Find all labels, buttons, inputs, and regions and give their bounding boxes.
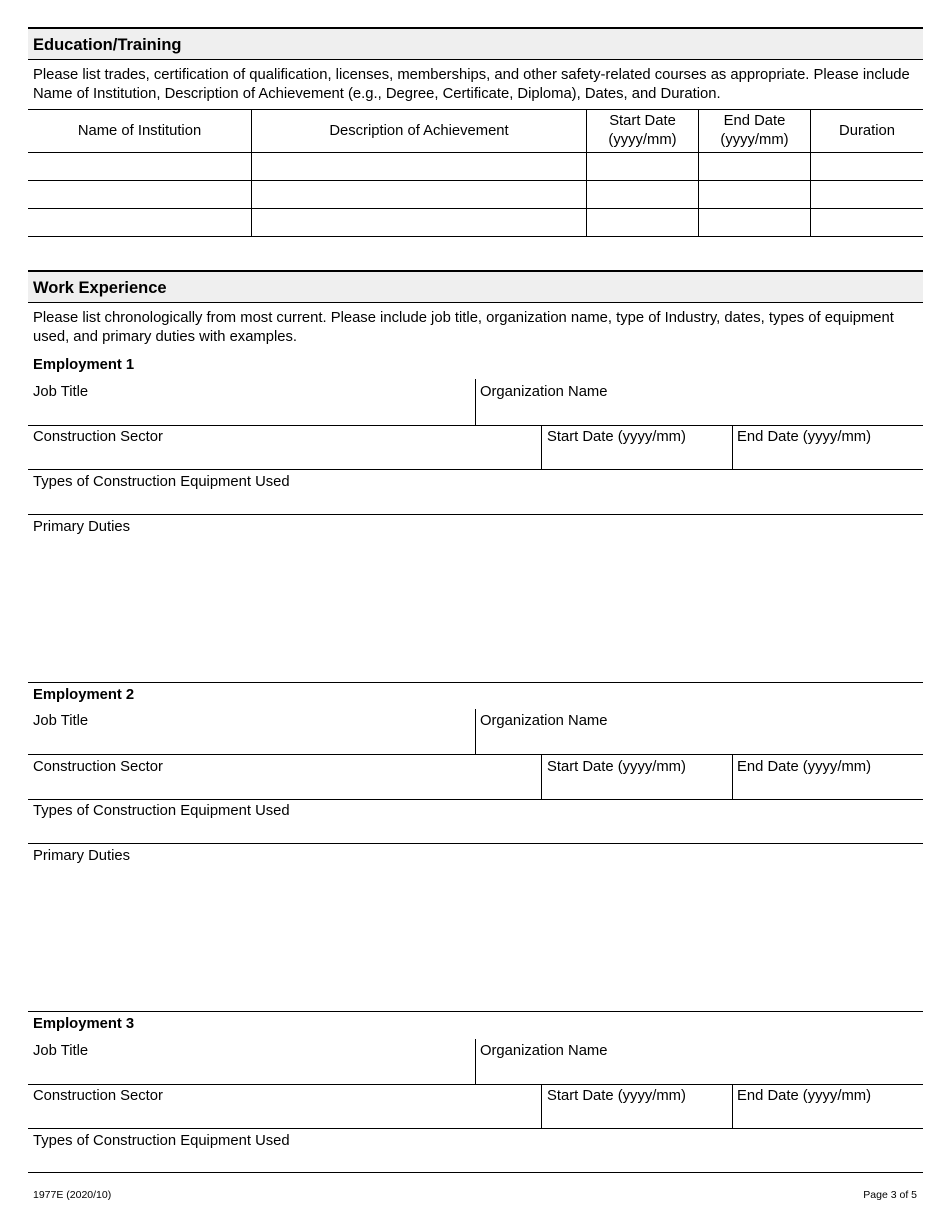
work-instructions: Please list chronologically from most current. Please include job title, organization name, type of Industry, dates, types of equipment used, and primary duties with examples. xyxy=(28,302,923,350)
end-date-label: End Date (yyyy/mm) xyxy=(737,1088,872,1104)
edu-institution-cell[interactable] xyxy=(28,181,251,208)
start-date-field[interactable] xyxy=(542,1085,732,1128)
edu-table-bottom-border xyxy=(28,236,923,237)
primary-duties-field[interactable] xyxy=(28,844,923,1011)
row-border xyxy=(28,1172,923,1173)
end-date-field[interactable] xyxy=(733,1085,923,1128)
equipment-used-label: Types of Construction Equipment Used xyxy=(33,474,290,490)
construction-sector-field[interactable] xyxy=(28,755,540,799)
primary-duties-field[interactable] xyxy=(28,515,923,682)
construction-sector-label: Construction Sector xyxy=(33,429,163,445)
job-title-label: Job Title xyxy=(33,384,89,400)
equipment-used-field[interactable] xyxy=(28,470,923,514)
edu-institution-cell[interactable] xyxy=(28,153,251,180)
organization-name-label: Organization Name xyxy=(480,1043,608,1059)
job-title-label: Job Title xyxy=(33,713,89,729)
employment-1-title: Employment 1 xyxy=(33,357,135,373)
end-date-label: End Date (yyyy/mm) xyxy=(737,429,872,445)
construction-sector-field[interactable] xyxy=(28,426,540,469)
form-number: 1977E (2020/10) xyxy=(33,1189,112,1201)
equipment-used-field[interactable] xyxy=(28,800,923,843)
work-section-title: Work Experience xyxy=(33,279,167,297)
edu-start-date-cell[interactable] xyxy=(587,153,698,180)
page-number: Page 3 of 5 xyxy=(863,1189,917,1201)
construction-sector-label: Construction Sector xyxy=(33,1088,163,1104)
employment-3-title: Employment 3 xyxy=(33,1016,135,1032)
col-header-institution: Name of Institution xyxy=(77,122,202,139)
education-section-header xyxy=(28,27,923,59)
start-date-label: Start Date (yyyy/mm) xyxy=(547,429,686,445)
start-date-field[interactable] xyxy=(542,426,732,469)
edu-achievement-cell[interactable] xyxy=(252,181,586,208)
work-section-header xyxy=(28,270,923,302)
edu-achievement-cell[interactable] xyxy=(252,209,586,236)
col-header-duration: Duration xyxy=(839,122,895,139)
organization-name-field[interactable] xyxy=(476,1039,923,1084)
organization-name-label: Organization Name xyxy=(480,713,608,729)
col-header-start-date: Start Date (yyyy/mm) xyxy=(608,113,677,148)
edu-end-date-cell[interactable] xyxy=(699,181,810,208)
job-title-field[interactable] xyxy=(28,709,474,754)
start-date-label: Start Date (yyyy/mm) xyxy=(547,1088,686,1104)
education-section-title: Education/Training xyxy=(33,36,182,54)
edu-end-date-cell[interactable] xyxy=(699,209,810,236)
edu-duration-cell[interactable] xyxy=(811,153,923,180)
construction-sector-label: Construction Sector xyxy=(33,759,163,775)
edu-start-date-cell[interactable] xyxy=(587,209,698,236)
edu-duration-cell[interactable] xyxy=(811,209,923,236)
col-header-achievement: Description of Achievement xyxy=(329,122,509,139)
row-border xyxy=(28,1011,923,1012)
end-date-field[interactable] xyxy=(733,426,923,469)
construction-sector-field[interactable] xyxy=(28,1085,540,1128)
edu-achievement-cell[interactable] xyxy=(252,153,586,180)
equipment-used-label: Types of Construction Equipment Used xyxy=(33,1133,290,1149)
education-instructions: Please list trades, certification of qualification, licenses, memberships, and other safety-related courses as appropriate. Please include Name of Institution, Description of Achievement (e.g., Degree, Certificate, Diploma), Dates, and Duration. xyxy=(28,59,923,110)
organization-name-label: Organization Name xyxy=(480,384,608,400)
edu-end-date-cell[interactable] xyxy=(699,153,810,180)
edu-start-date-cell[interactable] xyxy=(587,181,698,208)
start-date-label: Start Date (yyyy/mm) xyxy=(547,759,686,775)
start-date-field[interactable] xyxy=(542,755,732,799)
end-date-label: End Date (yyyy/mm) xyxy=(737,759,872,775)
edu-duration-cell[interactable] xyxy=(811,181,923,208)
edu-institution-cell[interactable] xyxy=(28,209,251,236)
end-date-field[interactable] xyxy=(733,755,923,799)
organization-name-field[interactable] xyxy=(476,379,923,425)
job-title-field[interactable] xyxy=(28,379,474,425)
primary-duties-label: Primary Duties xyxy=(33,519,131,535)
employment-2-title: Employment 2 xyxy=(33,687,135,703)
job-title-label: Job Title xyxy=(33,1043,89,1059)
equipment-used-label: Types of Construction Equipment Used xyxy=(33,803,290,819)
organization-name-field[interactable] xyxy=(476,709,923,754)
primary-duties-label: Primary Duties xyxy=(33,848,131,864)
row-border xyxy=(28,682,923,683)
equipment-used-field[interactable] xyxy=(28,1129,923,1172)
job-title-field[interactable] xyxy=(28,1039,474,1084)
col-header-end-date: End Date (yyyy/mm) xyxy=(720,113,789,148)
